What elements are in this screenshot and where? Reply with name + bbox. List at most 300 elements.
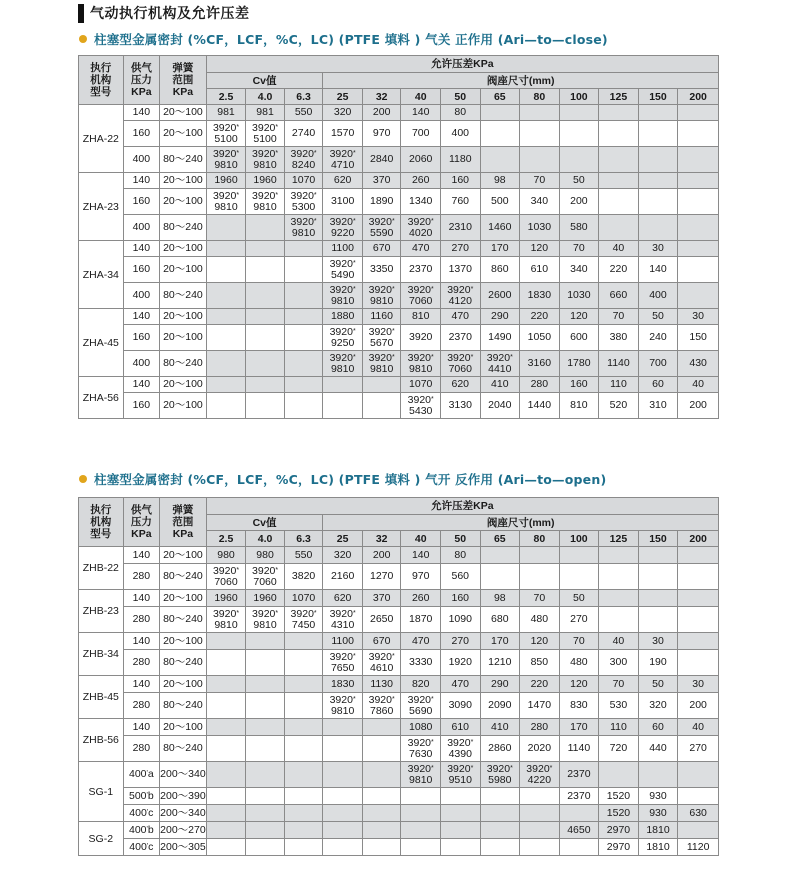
value-cell: 2600	[480, 283, 520, 309]
spring-range-cell: 80～240	[160, 215, 207, 241]
value-cell	[284, 676, 323, 693]
value-cell: 610	[440, 719, 480, 736]
value-cell: 400	[638, 283, 678, 309]
section-title: 柱塞型金属密封 (%CF，LCF，%C，LC) (PTFE 填料 ) 气关 正作用 (Ari—to—close)	[94, 32, 608, 47]
value-cell: 3920* 9810	[246, 147, 285, 173]
section-title: 柱塞型金属密封 (%CF，LCF，%C，LC) (PTFE 填料 ) 气开 反作用 (Ari—to—open)	[94, 472, 607, 487]
value-cell	[246, 283, 285, 309]
value-cell	[284, 309, 323, 325]
value-cell: 280	[520, 377, 560, 393]
model-cell: ZHA-56	[79, 377, 124, 419]
value-cell	[323, 839, 363, 856]
value-cell	[440, 805, 480, 822]
spring-range-cell: 20～100	[160, 105, 207, 121]
value-cell: 1470	[520, 693, 560, 719]
value-cell	[440, 822, 480, 839]
value-cell: 3920* 9810	[323, 351, 363, 377]
value-cell: 410	[480, 377, 520, 393]
table-row	[79, 393, 719, 419]
value-cell: 2370	[401, 257, 441, 283]
value-cell: 60	[638, 377, 678, 393]
spring-range-cell: 20～100	[160, 547, 207, 564]
value-cell	[284, 257, 323, 283]
value-cell	[246, 788, 285, 805]
value-cell: 380	[599, 325, 639, 351]
value-cell: 120	[559, 309, 599, 325]
supply-pressure-cell: 160	[123, 393, 160, 419]
table-row	[79, 564, 719, 590]
value-cell	[246, 325, 285, 351]
header-seat-column: 25	[323, 531, 363, 547]
value-cell	[206, 325, 246, 351]
spring-range-cell: 20～100	[160, 189, 207, 215]
table-row	[79, 173, 719, 189]
header-seat-column: 65	[480, 89, 520, 105]
value-cell: 30	[678, 309, 719, 325]
value-cell	[559, 105, 599, 121]
value-cell	[638, 147, 678, 173]
table-row	[79, 189, 719, 215]
value-cell	[638, 189, 678, 215]
value-cell: 981	[206, 105, 246, 121]
value-cell	[246, 676, 285, 693]
value-cell: 1880	[323, 309, 363, 325]
value-cell	[206, 633, 246, 650]
value-cell: 430	[678, 351, 719, 377]
value-cell: 810	[401, 309, 441, 325]
value-cell: 1960	[246, 173, 285, 189]
value-cell: 2020	[520, 736, 560, 762]
spring-range-cell: 20～100	[160, 633, 207, 650]
value-cell: 140	[401, 547, 441, 564]
section-heading-open	[79, 470, 606, 488]
value-cell	[206, 805, 246, 822]
value-cell: 2040	[480, 393, 520, 419]
header-seat-column: 200	[678, 89, 719, 105]
value-cell: 160	[440, 590, 480, 607]
value-cell: 1160	[362, 309, 401, 325]
value-cell	[520, 105, 560, 121]
value-cell	[599, 189, 639, 215]
header-cv-column: 4.0	[246, 89, 285, 105]
value-cell: 3920* 9810	[323, 283, 363, 309]
value-cell: 170	[480, 633, 520, 650]
table-row	[79, 121, 719, 147]
spring-range-cell: 200～270	[160, 822, 207, 839]
value-cell: 340	[559, 257, 599, 283]
value-cell	[246, 351, 285, 377]
value-cell	[284, 650, 323, 676]
value-cell: 120	[520, 241, 560, 257]
value-cell	[206, 215, 246, 241]
value-cell: 3920* 9810	[206, 607, 246, 633]
supply-pressure-cell: 280	[123, 736, 160, 762]
spring-range-cell: 20～100	[160, 121, 207, 147]
value-cell: 660	[599, 283, 639, 309]
value-cell: 80	[440, 105, 480, 121]
model-cell: ZHB-56	[79, 719, 124, 762]
header-seat-column: 125	[599, 89, 639, 105]
value-cell: 1890	[362, 189, 401, 215]
value-cell: 1140	[559, 736, 599, 762]
supply-pressure-cell: 280	[123, 650, 160, 676]
value-cell: 480	[520, 607, 560, 633]
value-cell: 190	[638, 650, 678, 676]
spring-range-cell: 20～100	[160, 173, 207, 189]
value-cell	[678, 147, 719, 173]
value-cell	[246, 377, 285, 393]
value-cell: 3920* 9810	[362, 351, 401, 377]
spring-range-cell: 80～240	[160, 693, 207, 719]
value-cell	[362, 839, 401, 856]
value-cell	[480, 105, 520, 121]
value-cell	[599, 590, 639, 607]
value-cell: 3330	[401, 650, 441, 676]
value-cell: 110	[599, 377, 639, 393]
header-seat-size: 阀座尺寸(mm)	[323, 515, 719, 531]
value-cell: 2060	[401, 147, 441, 173]
value-cell: 200	[362, 547, 401, 564]
table-row	[79, 325, 719, 351]
value-cell: 70	[599, 309, 639, 325]
value-cell	[520, 121, 560, 147]
value-cell: 3920* 4710	[323, 147, 363, 173]
value-cell: 1210	[480, 650, 520, 676]
value-cell: 1830	[520, 283, 560, 309]
header-seat-column: 32	[362, 531, 401, 547]
value-cell: 40	[678, 719, 719, 736]
value-cell	[206, 393, 246, 419]
value-cell	[284, 393, 323, 419]
spring-range-cell: 20～100	[160, 241, 207, 257]
header-cv-column: 4.0	[246, 531, 285, 547]
table-row	[79, 309, 719, 325]
value-cell	[638, 105, 678, 121]
spring-range-cell: 20～100	[160, 719, 207, 736]
value-cell: 3920* 4220	[520, 762, 560, 788]
value-cell: 3920* 4390	[440, 736, 480, 762]
value-cell	[678, 215, 719, 241]
value-cell: 980	[246, 547, 285, 564]
model-cell: ZHA-22	[79, 105, 124, 173]
value-cell: 270	[559, 607, 599, 633]
value-cell: 930	[638, 788, 678, 805]
value-cell: 290	[480, 309, 520, 325]
value-cell	[520, 822, 560, 839]
supply-pressure-cell: 400'c	[123, 805, 160, 822]
value-cell	[520, 839, 560, 856]
value-cell	[480, 147, 520, 173]
value-cell: 3920* 5690	[401, 693, 441, 719]
section-heading-close	[79, 30, 608, 48]
value-cell: 2370	[559, 788, 599, 805]
value-cell: 3920* 5430	[401, 393, 441, 419]
value-cell	[284, 805, 323, 822]
spring-range-cell: 80～240	[160, 351, 207, 377]
value-cell: 2740	[284, 121, 323, 147]
value-cell	[678, 822, 719, 839]
value-cell	[480, 121, 520, 147]
value-cell: 530	[599, 693, 639, 719]
bullet-dot-icon	[79, 35, 87, 43]
value-cell	[599, 173, 639, 189]
value-cell	[362, 377, 401, 393]
value-cell	[599, 105, 639, 121]
spring-range-cell: 80～240	[160, 607, 207, 633]
value-cell	[362, 822, 401, 839]
value-cell	[246, 719, 285, 736]
value-cell	[678, 189, 719, 215]
value-cell	[559, 147, 599, 173]
value-cell: 320	[323, 105, 363, 121]
value-cell: 3920* 9220	[323, 215, 363, 241]
value-cell: 400	[440, 121, 480, 147]
value-cell: 930	[638, 805, 678, 822]
header-allowable-pressure: 允许压差KPa	[206, 56, 718, 73]
value-cell: 630	[678, 805, 719, 822]
value-cell	[678, 121, 719, 147]
value-cell	[638, 762, 678, 788]
supply-pressure-cell: 160	[123, 121, 160, 147]
value-cell: 3920* 9250	[323, 325, 363, 351]
value-cell: 1270	[362, 564, 401, 590]
value-cell: 340	[520, 189, 560, 215]
value-cell: 3130	[440, 393, 480, 419]
value-cell	[323, 377, 363, 393]
value-cell	[678, 650, 719, 676]
model-cell: ZHA-45	[79, 309, 124, 377]
value-cell: 550	[284, 547, 323, 564]
value-cell: 2860	[480, 736, 520, 762]
value-cell	[638, 121, 678, 147]
value-cell	[323, 719, 363, 736]
table-row	[79, 607, 719, 633]
value-cell: 3920* 9810	[401, 351, 441, 377]
header-supply-pressure: 供气 压力 KPa	[123, 498, 160, 547]
value-cell: 50	[638, 676, 678, 693]
value-cell	[284, 693, 323, 719]
value-cell	[638, 215, 678, 241]
value-cell: 3920* 5490	[323, 257, 363, 283]
value-cell: 40	[599, 633, 639, 650]
value-cell	[678, 283, 719, 309]
value-cell: 70	[559, 633, 599, 650]
value-cell: 1100	[323, 633, 363, 650]
value-cell	[284, 822, 323, 839]
value-cell: 3920* 8240	[284, 147, 323, 173]
header-seat-column: 150	[638, 89, 678, 105]
value-cell: 3920	[401, 325, 441, 351]
value-cell: 830	[559, 693, 599, 719]
value-cell	[323, 822, 363, 839]
value-cell: 1340	[401, 189, 441, 215]
value-cell: 1140	[599, 351, 639, 377]
value-cell: 270	[440, 633, 480, 650]
value-cell	[599, 607, 639, 633]
spring-range-cell: 80～240	[160, 283, 207, 309]
header-cv-column: 2.5	[206, 531, 246, 547]
value-cell	[206, 283, 246, 309]
value-cell: 270	[440, 241, 480, 257]
value-cell: 70	[559, 241, 599, 257]
value-cell: 1520	[599, 788, 639, 805]
value-cell: 981	[246, 105, 285, 121]
value-cell: 1520	[599, 805, 639, 822]
value-cell: 70	[520, 173, 560, 189]
value-cell	[638, 607, 678, 633]
spring-range-cell: 200～340	[160, 805, 207, 822]
value-cell	[284, 633, 323, 650]
value-cell	[678, 564, 719, 590]
supply-pressure-cell: 400'b	[123, 822, 160, 839]
header-actuator-model: 执行 机构 型号	[79, 56, 124, 105]
header-seat-column: 125	[599, 531, 639, 547]
value-cell: 320	[323, 547, 363, 564]
value-cell	[678, 762, 719, 788]
value-cell: 370	[362, 173, 401, 189]
supply-pressure-cell: 140	[123, 547, 160, 564]
value-cell: 480	[559, 650, 599, 676]
value-cell: 110	[599, 719, 639, 736]
value-cell: 3920* 9810	[206, 147, 246, 173]
value-cell: 2650	[362, 607, 401, 633]
supply-pressure-cell: 140	[123, 173, 160, 189]
table-row	[79, 693, 719, 719]
value-cell: 470	[401, 241, 441, 257]
value-cell	[401, 822, 441, 839]
value-cell: 760	[440, 189, 480, 215]
value-cell: 3920* 7630	[401, 736, 441, 762]
table-row	[79, 822, 719, 839]
value-cell	[678, 788, 719, 805]
value-cell	[678, 105, 719, 121]
value-cell: 30	[638, 241, 678, 257]
value-cell	[246, 241, 285, 257]
value-cell: 2970	[599, 822, 639, 839]
value-cell	[246, 693, 285, 719]
header-spring-range: 弹簧 范围 KPa	[160, 56, 207, 105]
value-cell: 1050	[520, 325, 560, 351]
value-cell: 3920* 7060	[206, 564, 246, 590]
value-cell: 970	[401, 564, 441, 590]
supply-pressure-cell: 140	[123, 309, 160, 325]
value-cell	[323, 393, 363, 419]
value-cell: 440	[638, 736, 678, 762]
spring-range-cell: 20～100	[160, 393, 207, 419]
value-cell	[246, 309, 285, 325]
value-cell	[284, 839, 323, 856]
value-cell: 1460	[480, 215, 520, 241]
value-cell	[520, 547, 560, 564]
header-allowable-pressure: 允许压差KPa	[206, 498, 718, 515]
value-cell: 2840	[362, 147, 401, 173]
value-cell: 290	[480, 676, 520, 693]
value-cell	[206, 822, 246, 839]
value-cell	[206, 788, 246, 805]
header-seat-column: 32	[362, 89, 401, 105]
table-row	[79, 215, 719, 241]
value-cell: 280	[520, 719, 560, 736]
header-seat-column: 100	[559, 89, 599, 105]
value-cell	[206, 762, 246, 788]
table-row	[79, 547, 719, 564]
value-cell: 3160	[520, 351, 560, 377]
value-cell: 1090	[440, 607, 480, 633]
table-row	[79, 650, 719, 676]
value-cell	[284, 377, 323, 393]
value-cell	[246, 393, 285, 419]
value-cell: 1830	[323, 676, 363, 693]
value-cell	[520, 788, 560, 805]
header-cv-column: 2.5	[206, 89, 246, 105]
value-cell: 200	[362, 105, 401, 121]
supply-pressure-cell: 140	[123, 590, 160, 607]
supply-pressure-cell: 160	[123, 325, 160, 351]
value-cell: 470	[440, 309, 480, 325]
value-cell: 2090	[480, 693, 520, 719]
table-row	[79, 788, 719, 805]
value-cell	[284, 788, 323, 805]
value-cell	[559, 839, 599, 856]
value-cell	[323, 736, 363, 762]
value-cell: 3920* 9810	[362, 283, 401, 309]
table-row	[79, 633, 719, 650]
header-cv-value: Cv值	[206, 73, 323, 89]
value-cell: 3920* 7060	[440, 351, 480, 377]
value-cell: 98	[480, 590, 520, 607]
value-cell: 3100	[323, 189, 363, 215]
value-cell	[480, 564, 520, 590]
value-cell: 160	[559, 377, 599, 393]
value-cell: 1810	[638, 822, 678, 839]
value-cell: 220	[599, 257, 639, 283]
value-cell	[559, 805, 599, 822]
value-cell: 1120	[678, 839, 719, 856]
value-cell	[638, 590, 678, 607]
value-cell: 1030	[559, 283, 599, 309]
value-cell: 1440	[520, 393, 560, 419]
value-cell	[206, 241, 246, 257]
spring-range-cell: 80～240	[160, 147, 207, 173]
value-cell	[480, 805, 520, 822]
header-seat-column: 25	[323, 89, 363, 105]
supply-pressure-cell: 280	[123, 564, 160, 590]
value-cell: 3920* 7060	[246, 564, 285, 590]
table-row	[79, 590, 719, 607]
value-cell: 2370	[440, 325, 480, 351]
value-cell	[401, 788, 441, 805]
value-cell	[362, 805, 401, 822]
value-cell	[206, 351, 246, 377]
value-cell	[559, 547, 599, 564]
value-cell: 3920* 9810	[206, 189, 246, 215]
table-row	[79, 283, 719, 309]
value-cell: 170	[559, 719, 599, 736]
value-cell	[599, 147, 639, 173]
supply-pressure-cell: 400'a	[123, 762, 160, 788]
table-row	[79, 839, 719, 856]
spring-range-cell: 20～100	[160, 325, 207, 351]
value-cell	[638, 173, 678, 189]
value-cell	[206, 309, 246, 325]
value-cell	[246, 805, 285, 822]
value-cell: 3920* 7650	[323, 650, 363, 676]
table-row	[79, 762, 719, 788]
value-cell: 3920* 9810	[323, 693, 363, 719]
value-cell: 3920* 5670	[362, 325, 401, 351]
value-cell	[284, 736, 323, 762]
supply-pressure-cell: 400	[123, 147, 160, 173]
